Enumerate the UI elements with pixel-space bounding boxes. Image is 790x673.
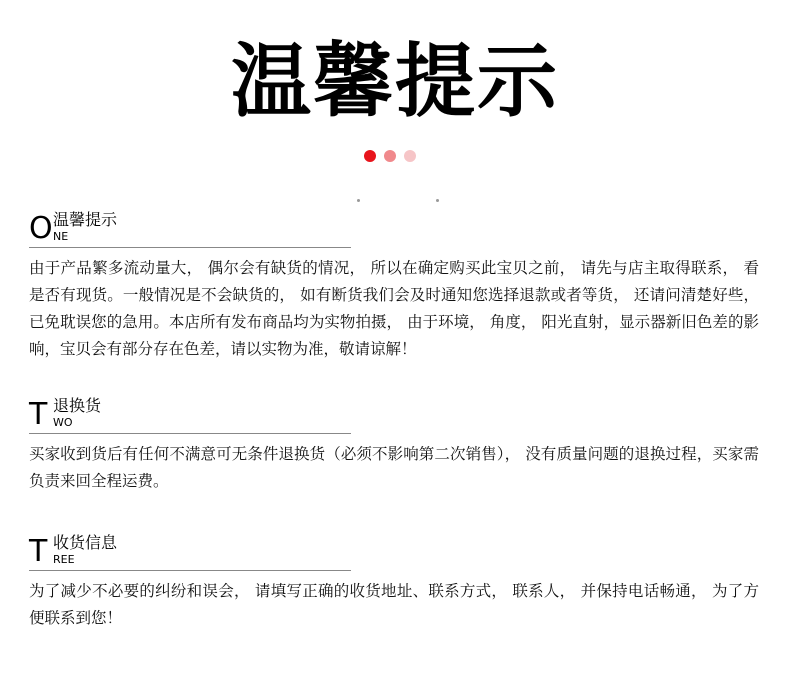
section-notice <box>29 210 759 370</box>
section-shipping-info <box>29 533 759 643</box>
section-header <box>29 396 759 430</box>
section-title: 收货信息 <box>53 533 118 552</box>
section-body: 由于产品繁多流动量大， 偶尔会有缺货的情况， 所以在确定购买此宝贝之前， 请先与店主取得联系， 看是否有现货。一般情况是不会缺货的， 如有断货我们会及时通知您选择退款或者等货， 还请问清楚好些， 已免耽误您的急用。本店所有发布商品均为实物拍摄， 由于环境， 角度， 阳光直射，显示器新旧色差的影响，宝贝会有部分存在色差，请以实物为准，敬请谅解！ <box>29 259 759 358</box>
dot-2 <box>384 150 396 162</box>
dot-1 <box>364 150 376 162</box>
section-subtitle: REE <box>53 553 75 566</box>
section-body: 买家收到货后有任何不满意可无条件退换货（必须不影响第二次销售）， 没有质量问题的退换过程，买家需负责来回全程运费。 <box>29 445 759 490</box>
section-divider <box>29 247 351 248</box>
section-header <box>29 210 759 244</box>
section-divider <box>29 433 351 434</box>
section-header <box>29 533 759 567</box>
section-letter: O <box>29 211 53 246</box>
dot-3 <box>404 150 416 162</box>
section-title: 退换货 <box>53 396 102 415</box>
section-letter: T <box>29 534 48 569</box>
decorative-dots <box>364 150 416 162</box>
section-returns <box>29 396 759 506</box>
page-title: 温馨提示 <box>231 35 559 128</box>
tiny-dot <box>436 199 439 202</box>
section-letter: T <box>29 397 48 432</box>
section-body: 为了减少不必要的纠纷和误会， 请填写正确的收货地址、联系方式， 联系人， 并保持电话畅通， 为了方便联系到您！ <box>29 582 759 627</box>
section-subtitle: NE <box>53 230 69 243</box>
section-divider <box>29 570 351 571</box>
section-title: 温馨提示 <box>53 210 118 229</box>
tiny-dot <box>357 199 360 202</box>
section-subtitle: WO <box>53 416 73 429</box>
